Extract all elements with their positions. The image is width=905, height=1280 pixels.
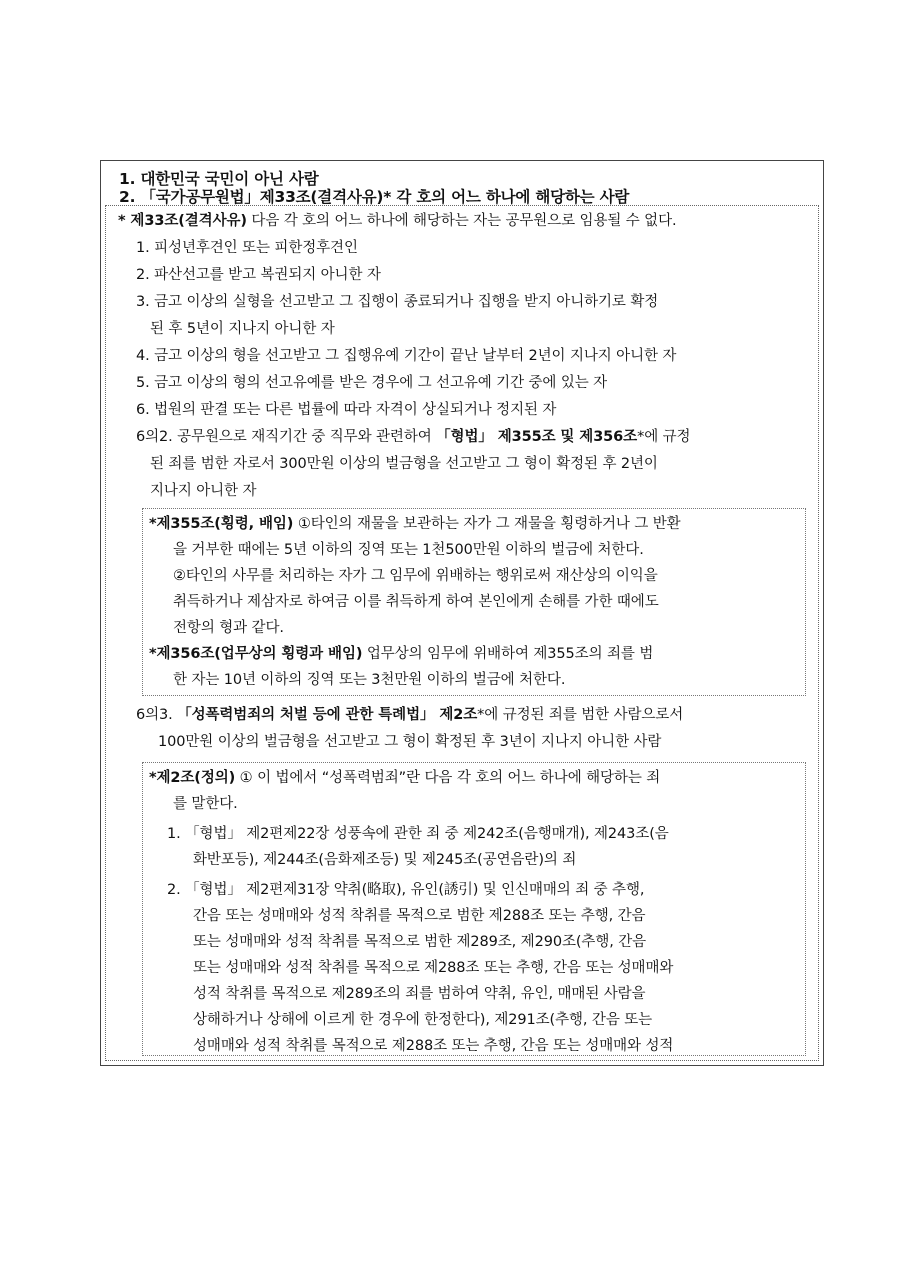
article-33-intro-text: 다음 각 호의 어느 하나에 해당하는 자는 공무원으로 임용될 수 없다. (246, 213, 677, 229)
article-33-item-3-cont: 된 후 5년이 지나지 아니한 자 (150, 321, 335, 337)
item-6-3-law-ref: 「성폭력범죄의 처벌 등에 관한 특례법」 제2조 (177, 707, 478, 723)
article-33-box (105, 205, 819, 1061)
article-356-line-2: 한 자는 10년 이하의 징역 또는 3천만원 이하의 벌금에 처한다. (173, 672, 566, 688)
article-355-text: ①타인의 재물을 보관하는 자가 그 재물을 횡령하거나 그 반환 (293, 516, 681, 532)
article-33-item-5: 5. 금고 이상의 형의 선고유예를 받은 경우에 그 선고유예 기간 중에 있는 자 (136, 375, 608, 391)
article-33-item-6-2-cont: 된 죄를 범한 자로서 300만원 이상의 벌금형을 선고받고 그 형이 확정된 후 2년이 (150, 456, 658, 472)
article-2-line-1 (149, 771, 660, 786)
document-frame (100, 160, 824, 1066)
article-33-item-2: 2. 파산선고를 받고 복권되지 아니한 자 (136, 267, 381, 283)
article-355-356-box (142, 508, 806, 696)
article-2-item-2-cont2: 또는 성매매와 성적 착취를 목적으로 범한 제289조, 제290조(추행, 간음 (193, 934, 647, 950)
item-6-2-text: 6의2. 공무원으로 재직기간 중 직무와 관련하여 (136, 429, 437, 445)
article-2-item-1-cont: 화반포등), 제244조(음화제조등) 및 제245조(공연음란)의 죄 (193, 852, 577, 868)
item-6-3-number: 6의3. (136, 707, 178, 723)
article-355-line-2: 을 거부한 때에는 5년 이하의 징역 또는 1천500만원 이하의 벌금에 처한다. (173, 542, 644, 558)
article-355-title: *제355조(횡령, 배임) (149, 516, 294, 532)
article-2-item-1: 1. 「형법」 제2편제22장 성풍속에 관한 죄 중 제242조(음행매개), 제243조(음 (167, 826, 669, 842)
article-356-text: 업무상의 임무에 위배하여 제355조의 죄를 범 (362, 646, 654, 662)
article-33-item-4: 4. 금고 이상의 형을 선고받고 그 집행유예 기간이 끝난 날부터 2년이 지나지 아니한 자 (136, 348, 677, 364)
article-355-line-5: 전항의 형과 같다. (173, 620, 284, 636)
heading-item-1: 1. 대한민국 국민이 아닌 사람 (119, 170, 319, 188)
article-33-title: * 제33조(결격사유) (118, 213, 247, 229)
article-33-item-1: 1. 피성년후견인 또는 피한정후견인 (136, 240, 358, 256)
article-2-text: ① 이 법에서 “성폭력범죄”란 다음 각 호의 어느 하나에 해당하는 죄 (235, 770, 661, 786)
article-33-intro (118, 214, 677, 229)
article-356-title: *제356조(업무상의 횡령과 배임) (149, 646, 363, 662)
article-33-item-6: 6. 법원의 판결 또는 다른 법률에 따라 자격이 상실되거나 정지된 자 (136, 402, 557, 418)
article-33-item-6-2-cont2: 지나지 아니한 자 (150, 483, 257, 499)
article-2-item-2-cont1: 간음 또는 성매매와 성적 착취를 목적으로 범한 제288조 또는 추행, 간음 (193, 908, 646, 924)
article-2-box (142, 762, 806, 1056)
article-2-item-2: 2. 「형법」 제2편제31장 약취(略取), 유인(誘引) 및 인신매매의 죄 중 추행, (167, 882, 645, 898)
item-6-2-law-ref: 「형법」 제355조 및 제356조 (436, 429, 638, 445)
article-356-line-1 (149, 647, 653, 662)
article-2-item-2-cont6: 성매매와 성적 착취를 목적으로 제288조 또는 추행, 간음 또는 성매매와 성적 (193, 1038, 674, 1054)
article-33-item-6-3 (136, 708, 683, 723)
item-6-3-text: *에 규정된 죄를 범한 사람으로서 (477, 707, 684, 723)
article-2-item-2-cont3: 또는 성매매와 성적 착취를 목적으로 제288조 또는 추행, 간음 또는 성매매와 (193, 960, 674, 976)
heading-item-2: 2. 「국가공무원법」제33조(결격사유)* 각 호의 어느 하나에 해당하는 사람 (119, 188, 630, 206)
article-33-item-6-3-cont: 100만원 이상의 벌금형을 선고받고 그 형이 확정된 후 3년이 지나지 아니한 사람 (158, 734, 662, 750)
article-355-line-4: 취득하거나 제삼자로 하여금 이를 취득하게 하여 본인에게 손해를 가한 때에도 (173, 594, 659, 610)
article-2-item-2-cont5: 상해하거나 상해에 이르게 한 경우에 한정한다), 제291조(추행, 간음 또는 (193, 1012, 653, 1028)
article-2-title: *제2조(정의) (149, 770, 236, 786)
article-355-line-3: ②타인의 사무를 처리하는 자가 그 임무에 위배하는 행위로써 재산상의 이익을 (173, 568, 658, 584)
article-33-item-6-2 (136, 430, 690, 445)
article-2-item-2-cont4: 성적 착취를 목적으로 제289조의 죄를 범하여 약취, 유인, 매매된 사람을 (193, 986, 646, 1002)
article-2-line-2: 를 말한다. (173, 796, 238, 812)
item-6-2-text-end: *에 규정 (637, 429, 691, 445)
article-355-line-1 (149, 517, 681, 532)
article-33-item-3: 3. 금고 이상의 실형을 선고받고 그 집행이 종료되거나 집행을 받지 아니하기로 확정 (136, 294, 659, 310)
